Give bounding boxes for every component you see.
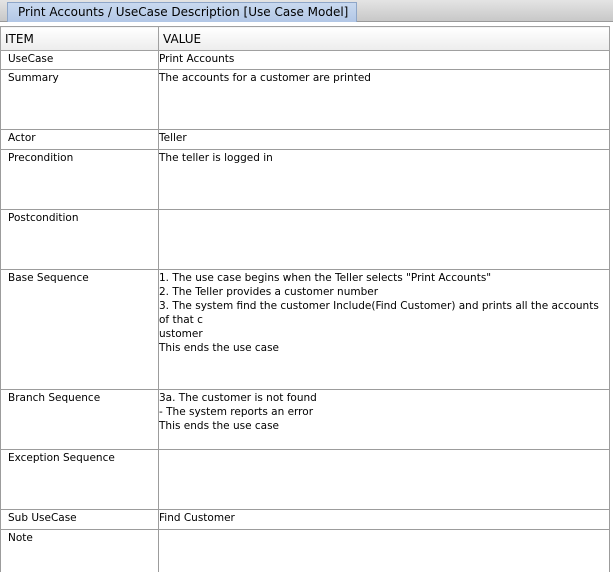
table-row-note <box>1 530 610 572</box>
table-row-sub-usecase <box>1 510 610 530</box>
table-header-row <box>1 27 610 51</box>
table-row-summary <box>1 70 610 130</box>
item-cell[interactable]: Sub UseCase <box>1 510 159 530</box>
use-case-description-table <box>0 26 610 572</box>
value-cell[interactable]: 1. The use case begins when the Teller selects "Print Accounts" 2. The Teller provides a customer number 3. The system find the customer Include(Find Customer) and prints all the accounts of that c ustomer This ends the use case <box>159 270 610 390</box>
value-cell[interactable] <box>159 450 610 510</box>
table-row-usecase <box>1 51 610 70</box>
item-cell[interactable]: Summary <box>1 70 159 130</box>
table-row-precondition <box>1 150 610 210</box>
item-cell[interactable]: Actor <box>1 130 159 150</box>
table-row-branch-sequence <box>1 390 610 450</box>
value-cell[interactable] <box>159 210 610 270</box>
table-row-actor <box>1 130 610 150</box>
table-row-base-sequence <box>1 270 610 390</box>
editor-tab[interactable]: Print Accounts / UseCase Description [Use Case Model] <box>7 2 357 22</box>
use-case-description-table-container <box>0 26 611 572</box>
editor-title-bar <box>0 0 613 22</box>
item-cell[interactable]: UseCase <box>1 51 159 70</box>
table-row-exception-sequence <box>1 450 610 510</box>
item-cell[interactable]: Branch Sequence <box>1 390 159 450</box>
column-header-item[interactable]: ITEM <box>1 27 159 51</box>
value-cell[interactable]: Print Accounts <box>159 51 610 70</box>
value-cell[interactable]: Teller <box>159 130 610 150</box>
item-cell[interactable]: Exception Sequence <box>1 450 159 510</box>
column-header-value[interactable]: VALUE <box>159 27 610 51</box>
item-cell[interactable]: Base Sequence <box>1 270 159 390</box>
value-cell[interactable]: 3a. The customer is not found - The system reports an error This ends the use case <box>159 390 610 450</box>
item-cell[interactable]: Precondition <box>1 150 159 210</box>
value-cell[interactable]: The accounts for a customer are printed <box>159 70 610 130</box>
value-cell[interactable]: The teller is logged in <box>159 150 610 210</box>
value-cell[interactable] <box>159 530 610 572</box>
table-row-postcondition <box>1 210 610 270</box>
item-cell[interactable]: Postcondition <box>1 210 159 270</box>
value-cell[interactable]: Find Customer <box>159 510 610 530</box>
item-cell[interactable]: Note <box>1 530 159 572</box>
